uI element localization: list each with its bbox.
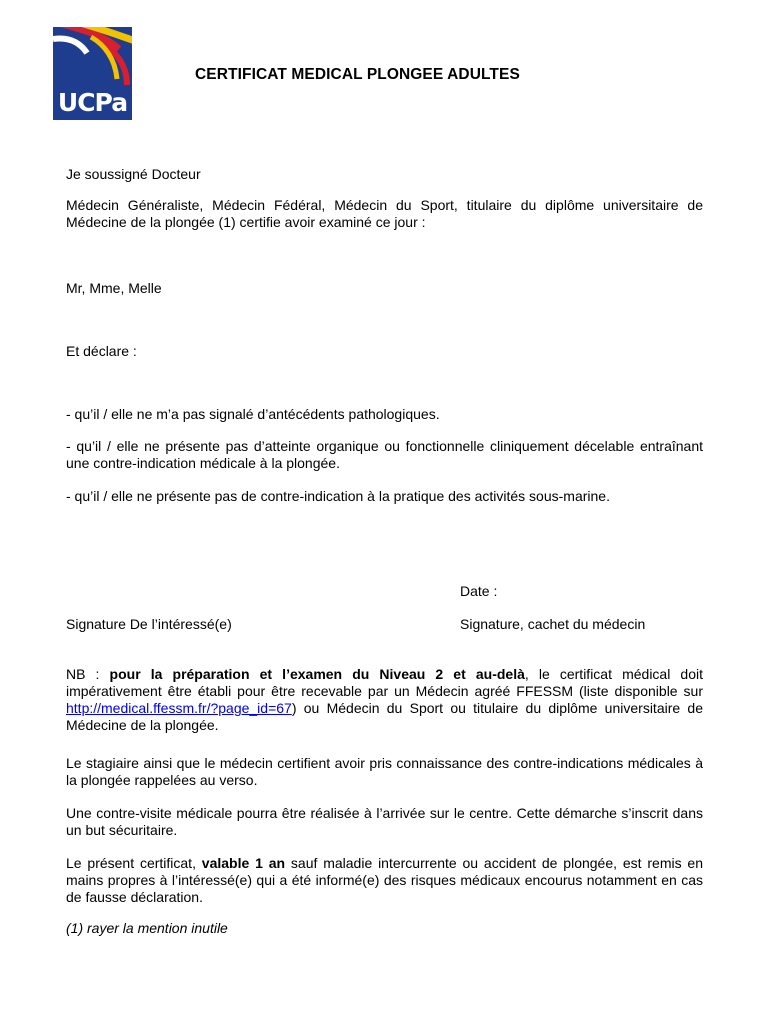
validity-prefix: Le présent certificat,	[66, 855, 202, 871]
footnote-text: (1) rayer la mention inutile	[66, 920, 228, 936]
qualification-text: Médecin Généraliste, Médecin Fédéral, Médecin du Sport, titulaire du diplôme universitaire de Médecine de la plongée (1) certifie avoir examiné ce jour :	[66, 197, 703, 230]
nb-prefix: NB :	[66, 666, 110, 682]
footnote	[66, 920, 228, 937]
declare-label: Et déclare :	[66, 343, 137, 359]
patient-line: Mr, Mme, Melle	[66, 280, 162, 296]
validity-bold: valable 1 an	[201, 855, 286, 871]
nb-bold: pour la préparation et l’examen du Niveau 2 et au-delà	[109, 666, 525, 682]
nb-text-1: , le certificat médical doit impérativement être établi pour être recevable par un Médecin agréé FFESSM (liste disponible sur	[66, 666, 703, 699]
date-label: Date :	[460, 583, 498, 599]
ucpa-logo-text: UCPa	[57, 88, 128, 117]
signature-patient-label: Signature De l’intéressé(e)	[66, 616, 232, 632]
stagiaire-paragraph: Le stagiaire ainsi que le médecin certifient avoir pris connaissance des contre-indications médicales à la plongée rappelées au verso.	[66, 755, 703, 788]
declaration-2: - qu’il / elle ne présente pas d’atteinte organique ou fonctionnelle cliniquement décelable entraînant une contre-indication médicale à la plongée.	[66, 438, 703, 471]
validity-suffix: sauf maladie intercurrente ou accident de plongée, est remis en mains propres à l’intéressé(e) qui a été informé(e) des risques médicaux encourus notamment en cas de fausse déclaration.	[66, 855, 704, 905]
validity-paragraph	[66, 855, 703, 906]
ffessm-link[interactable]: http://medical.ffessm.fr/?page_id=67	[66, 700, 292, 716]
doctor-line: Je soussigné Docteur	[66, 166, 201, 182]
declaration-1: - qu’il / elle ne m’a pas signalé d’antécédents pathologiques.	[66, 406, 440, 422]
document-title: CERTIFICAT MEDICAL PLONGEE ADULTES	[195, 66, 520, 83]
signature-doctor-label: Signature, cachet du médecin	[460, 616, 646, 632]
declaration-3: - qu’il / elle ne présente pas de contre-indication à la pratique des activités sous-marine.	[66, 488, 610, 504]
contre-visite-paragraph: Une contre-visite médicale pourra être réalisée à l’arrivée sur le centre. Cette démarche s’inscrit dans un but sécuritaire.	[66, 805, 703, 838]
nb-paragraph	[66, 666, 703, 734]
ucpa-logo	[53, 27, 132, 120]
nb-text-2: ) ou Médecin du Sport ou titulaire du diplôme universitaire de Médecine de la plongée.	[66, 700, 703, 733]
